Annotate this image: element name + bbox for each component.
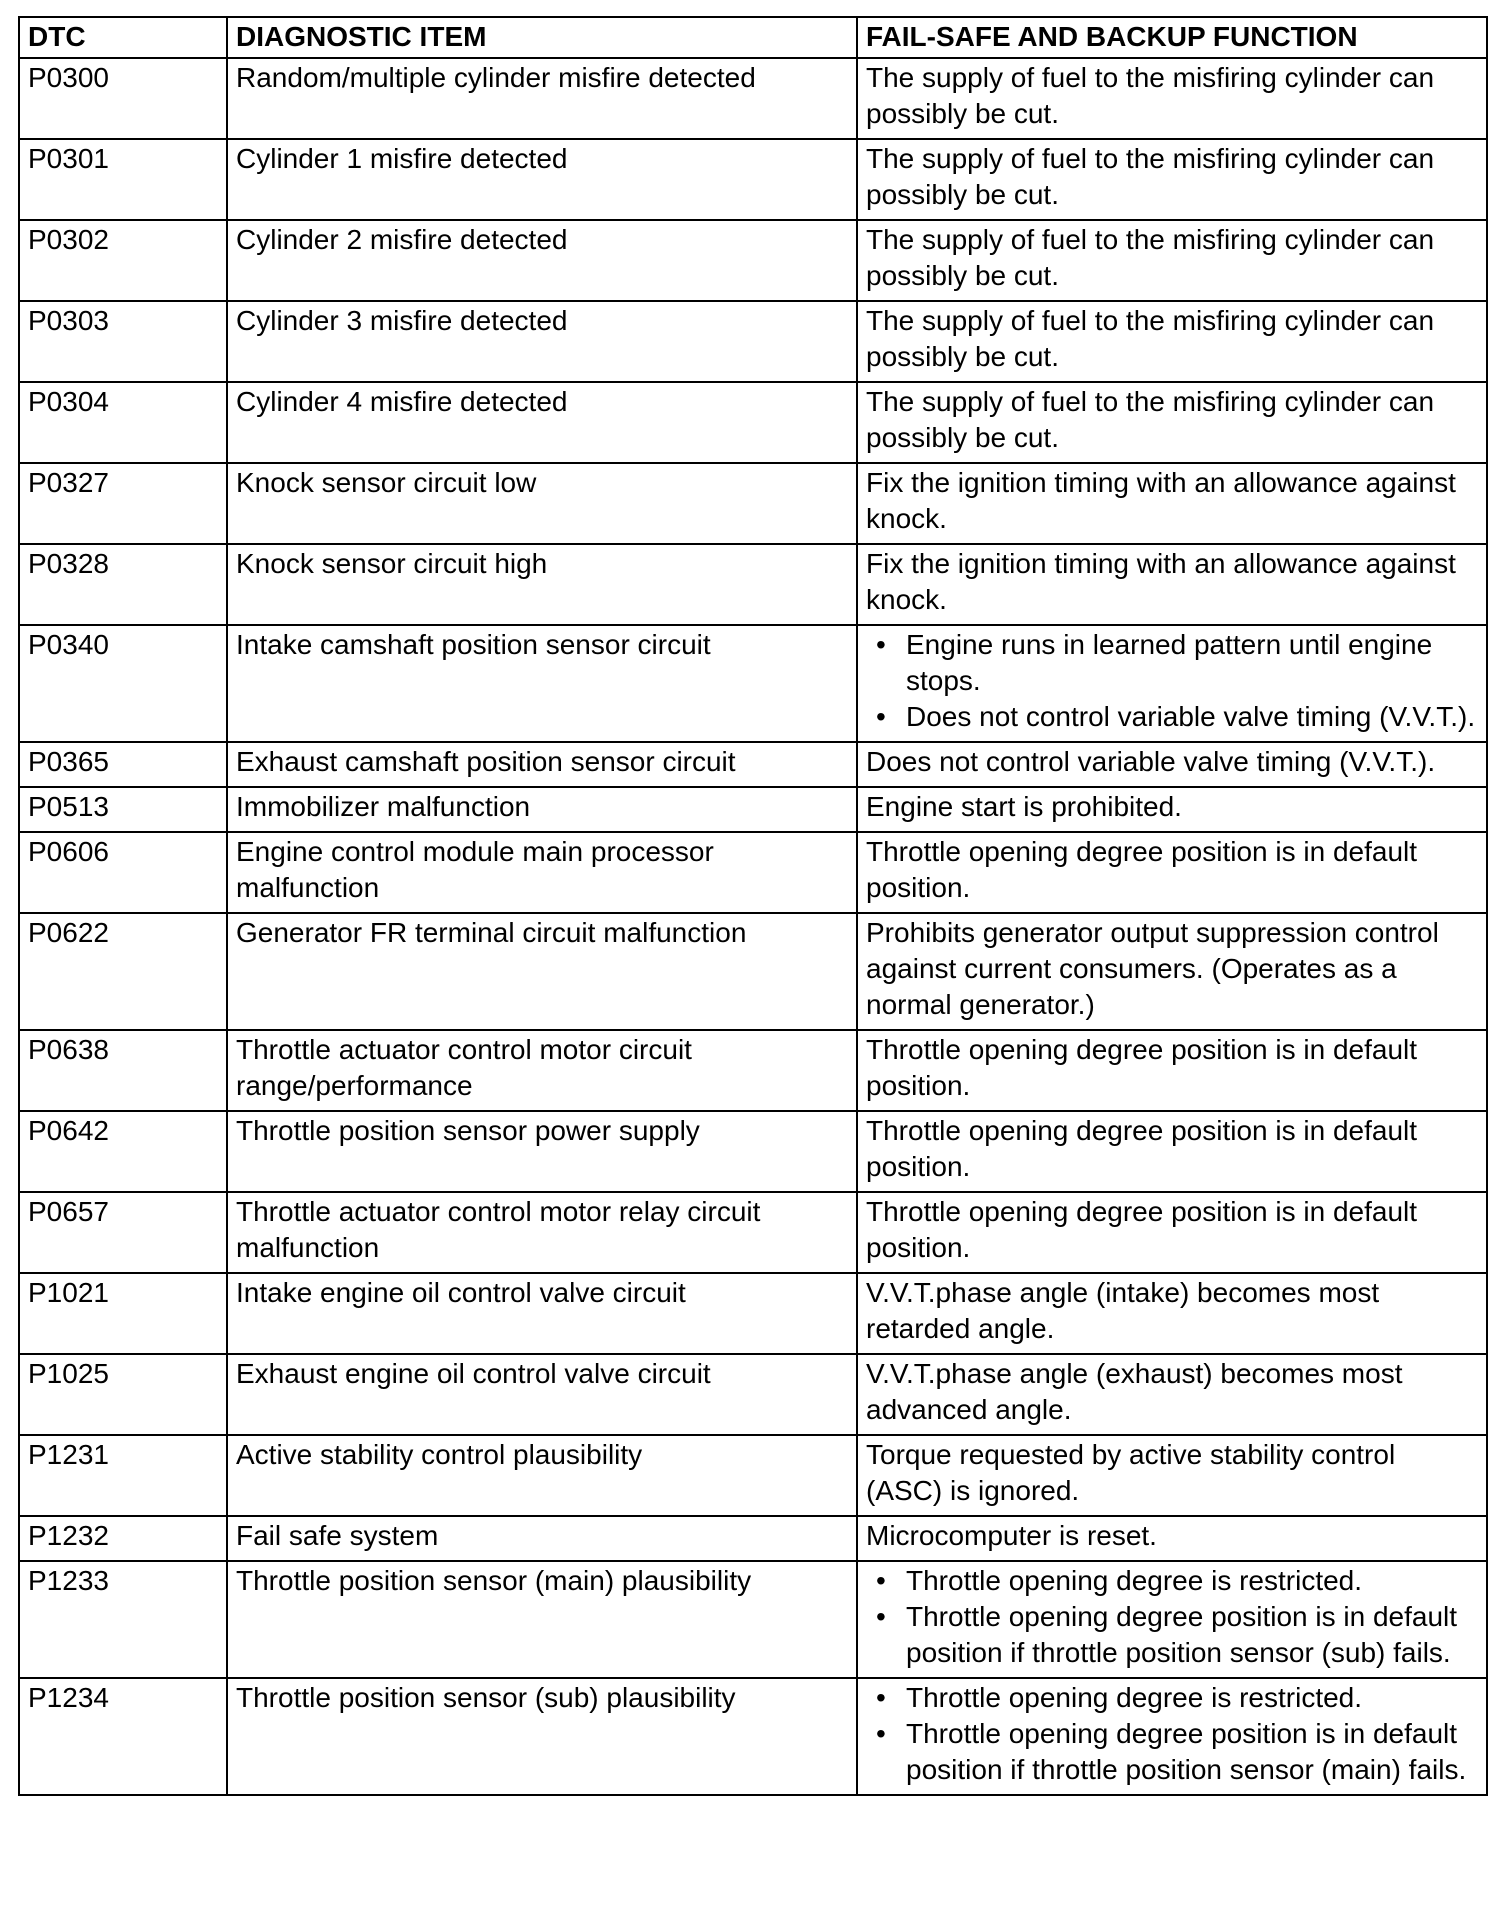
diagnostic-item-cell: Random/multiple cylinder misfire detected xyxy=(227,58,857,139)
table-row xyxy=(19,220,1487,301)
diagnostic-item-cell: Fail safe system xyxy=(227,1516,857,1561)
diagnostic-item-cell: Throttle position sensor (sub) plausibility xyxy=(227,1678,857,1795)
dtc-code-cell: P0638 xyxy=(19,1030,227,1111)
table-row xyxy=(19,1192,1487,1273)
diagnostic-item-cell: Generator FR terminal circuit malfunction xyxy=(227,913,857,1030)
table-row xyxy=(19,1561,1487,1678)
fail-safe-cell: The supply of fuel to the misfiring cylinder can possibly be cut. xyxy=(857,58,1487,139)
fail-safe-bullet-item: • Throttle opening degree position is in default position if throttle position sensor (main) fails. xyxy=(906,1716,1478,1788)
table-row xyxy=(19,787,1487,832)
header-fail-safe-function: FAIL-SAFE AND BACKUP FUNCTION xyxy=(857,17,1487,58)
table-row xyxy=(19,1030,1487,1111)
fail-safe-cell: Fix the ignition timing with an allowance against knock. xyxy=(857,463,1487,544)
table-row xyxy=(19,913,1487,1030)
fail-safe-cell: The supply of fuel to the misfiring cylinder can possibly be cut. xyxy=(857,220,1487,301)
fail-safe-cell xyxy=(857,625,1487,742)
diagnostic-item-cell: Throttle position sensor power supply xyxy=(227,1111,857,1192)
dtc-code-cell: P0340 xyxy=(19,625,227,742)
dtc-failsafe-table xyxy=(18,16,1488,1796)
dtc-code-cell: P0300 xyxy=(19,58,227,139)
diagnostic-item-cell: Intake camshaft position sensor circuit xyxy=(227,625,857,742)
table-header-row xyxy=(19,17,1487,58)
fail-safe-cell: Throttle opening degree position is in default position. xyxy=(857,1030,1487,1111)
diagnostic-item-cell: Exhaust engine oil control valve circuit xyxy=(227,1354,857,1435)
diagnostic-item-cell: Exhaust camshaft position sensor circuit xyxy=(227,742,857,787)
dtc-code-cell: P0327 xyxy=(19,463,227,544)
document-page xyxy=(18,16,1486,1796)
dtc-code-cell: P0303 xyxy=(19,301,227,382)
dtc-code-cell: P0365 xyxy=(19,742,227,787)
table-row xyxy=(19,382,1487,463)
fail-safe-cell: Microcomputer is reset. xyxy=(857,1516,1487,1561)
dtc-code-cell: P0622 xyxy=(19,913,227,1030)
header-diagnostic-item: DIAGNOSTIC ITEM xyxy=(227,17,857,58)
dtc-code-cell: P0304 xyxy=(19,382,227,463)
dtc-code-cell: P1234 xyxy=(19,1678,227,1795)
diagnostic-item-cell: Cylinder 3 misfire detected xyxy=(227,301,857,382)
dtc-code-cell: P0302 xyxy=(19,220,227,301)
table-row xyxy=(19,1516,1487,1561)
fail-safe-cell: Throttle opening degree position is in default position. xyxy=(857,832,1487,913)
table-row xyxy=(19,1435,1487,1516)
dtc-code-cell: P1231 xyxy=(19,1435,227,1516)
fail-safe-cell: The supply of fuel to the misfiring cylinder can possibly be cut. xyxy=(857,382,1487,463)
dtc-code-cell: P1232 xyxy=(19,1516,227,1561)
fail-safe-cell: Throttle opening degree position is in default position. xyxy=(857,1111,1487,1192)
table-row xyxy=(19,139,1487,220)
diagnostic-item-cell: Active stability control plausibility xyxy=(227,1435,857,1516)
diagnostic-item-cell: Immobilizer malfunction xyxy=(227,787,857,832)
fail-safe-bullet-list xyxy=(866,1563,1478,1671)
dtc-code-cell: P0513 xyxy=(19,787,227,832)
diagnostic-item-cell: Cylinder 2 misfire detected xyxy=(227,220,857,301)
table-row xyxy=(19,58,1487,139)
fail-safe-bullet-list xyxy=(866,627,1478,735)
fail-safe-cell: Prohibits generator output suppression control against current consumers. (Operates as a normal generator.) xyxy=(857,913,1487,1030)
table-row xyxy=(19,625,1487,742)
diagnostic-item-cell: Throttle actuator control motor relay circuit malfunction xyxy=(227,1192,857,1273)
diagnostic-item-cell: Throttle actuator control motor circuit range/performance xyxy=(227,1030,857,1111)
table-row xyxy=(19,832,1487,913)
fail-safe-bullet-item: • Throttle opening degree position is in default position if throttle position sensor (sub) fails. xyxy=(906,1599,1478,1671)
table-row xyxy=(19,544,1487,625)
table-row xyxy=(19,1273,1487,1354)
fail-safe-bullet-item: • Throttle opening degree is restricted. xyxy=(906,1680,1478,1716)
table-row xyxy=(19,742,1487,787)
diagnostic-item-cell: Knock sensor circuit low xyxy=(227,463,857,544)
fail-safe-bullet-item: • Throttle opening degree is restricted. xyxy=(906,1563,1478,1599)
dtc-code-cell: P0328 xyxy=(19,544,227,625)
dtc-code-cell: P1233 xyxy=(19,1561,227,1678)
table-body xyxy=(19,58,1487,1795)
header-dtc: DTC xyxy=(19,17,227,58)
diagnostic-item-cell: Intake engine oil control valve circuit xyxy=(227,1273,857,1354)
fail-safe-bullet-item: • Engine runs in learned pattern until engine stops. xyxy=(906,627,1478,699)
table-row xyxy=(19,463,1487,544)
diagnostic-item-cell: Cylinder 4 misfire detected xyxy=(227,382,857,463)
fail-safe-cell: Does not control variable valve timing (V.V.T.). xyxy=(857,742,1487,787)
diagnostic-item-cell: Throttle position sensor (main) plausibility xyxy=(227,1561,857,1678)
dtc-code-cell: P0642 xyxy=(19,1111,227,1192)
table-row xyxy=(19,1354,1487,1435)
fail-safe-cell: The supply of fuel to the misfiring cylinder can possibly be cut. xyxy=(857,139,1487,220)
fail-safe-bullet-item: • Does not control variable valve timing (V.V.T.). xyxy=(906,699,1478,735)
fail-safe-cell: The supply of fuel to the misfiring cylinder can possibly be cut. xyxy=(857,301,1487,382)
diagnostic-item-cell: Knock sensor circuit high xyxy=(227,544,857,625)
diagnostic-item-cell: Engine control module main processor malfunction xyxy=(227,832,857,913)
dtc-code-cell: P1021 xyxy=(19,1273,227,1354)
dtc-code-cell: P1025 xyxy=(19,1354,227,1435)
fail-safe-bullet-list xyxy=(866,1680,1478,1788)
table-row xyxy=(19,1678,1487,1795)
fail-safe-cell: V.V.T.phase angle (exhaust) becomes most advanced angle. xyxy=(857,1354,1487,1435)
table-row xyxy=(19,301,1487,382)
diagnostic-item-cell: Cylinder 1 misfire detected xyxy=(227,139,857,220)
fail-safe-cell xyxy=(857,1561,1487,1678)
fail-safe-cell: Torque requested by active stability control (ASC) is ignored. xyxy=(857,1435,1487,1516)
fail-safe-cell: Throttle opening degree position is in default position. xyxy=(857,1192,1487,1273)
dtc-code-cell: P0301 xyxy=(19,139,227,220)
table-row xyxy=(19,1111,1487,1192)
fail-safe-cell: Engine start is prohibited. xyxy=(857,787,1487,832)
dtc-code-cell: P0657 xyxy=(19,1192,227,1273)
fail-safe-cell xyxy=(857,1678,1487,1795)
dtc-code-cell: P0606 xyxy=(19,832,227,913)
fail-safe-cell: Fix the ignition timing with an allowance against knock. xyxy=(857,544,1487,625)
fail-safe-cell: V.V.T.phase angle (intake) becomes most retarded angle. xyxy=(857,1273,1487,1354)
